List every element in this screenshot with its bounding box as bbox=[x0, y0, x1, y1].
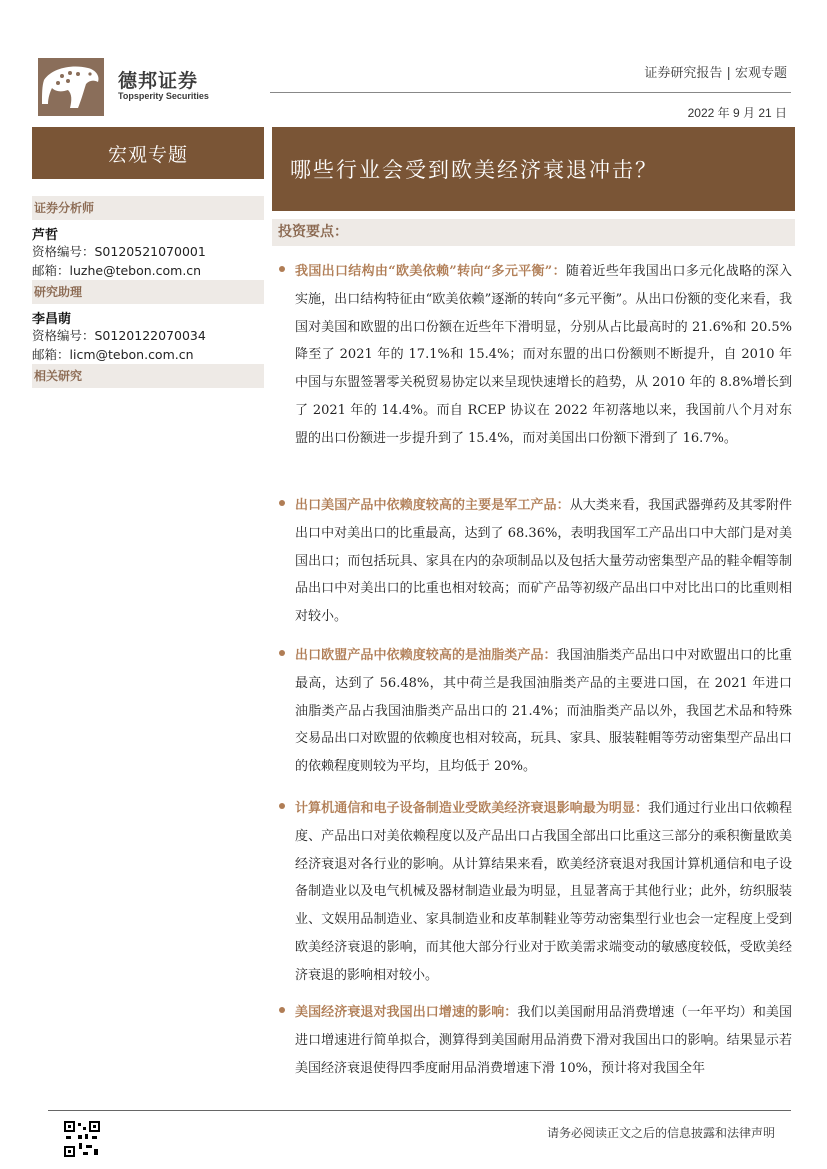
key-point-body: 我们通过行业出口依赖程度、产品出口对美依赖程度以及产品出口占我国全部出口比重这三部分的乘积衡量欧美经济衰退对各行业的影响。从计算结果来看，欧美经济衰退对我国计算机通信和电子设备制造业以及电气机械及器材制造业最为明显，且显著高于其他行业；此外，纺织服装业、文娱用品制造业、家具制造业和皮革制鞋业等劳动密集型行业也会一定程度上受到欧美经济衰退的影响，而其他大部分行业对于欧美需求端变动的敏感度较低，受欧美经济衰退的影响相对较小。 bbox=[295, 801, 792, 983]
key-point-lead: 我国出口结构由“欧美依赖”转向“多元平衡”： bbox=[295, 264, 566, 279]
key-point bbox=[295, 258, 792, 453]
key-points-heading: 投资要点： bbox=[272, 219, 795, 246]
qr-code-icon bbox=[64, 1121, 100, 1157]
key-point-body: 从大类来看，我国武器弹药及其零附件出口中对美出口的比重最高，达到了 68.36%，表明我国军工产品出口中大部门是对美国出口；而包括玩具、家具在内的杂项制品以及包括大量劳动密集型产品的鞋伞帽等制品出口中对美出口的比重也相对较高；而矿产品等初级产品出口中对比出口的比重则相对较小。 bbox=[295, 498, 792, 625]
report-type: 证券研究报告 | 宏观专题 bbox=[644, 66, 787, 81]
analyst-email[interactable]: 邮箱：luzhe@tebon.com.cn bbox=[32, 263, 202, 278]
related-research-heading: 相关研究 bbox=[32, 364, 264, 388]
footer-divider bbox=[48, 1110, 791, 1111]
key-point-body: 我们以美国耐用品消费增速（一年平均）和美国进口增速进行简单拟合，测算得到美国耐用品消费下滑对我国出口的影响。结果显示若美国经济衰退使得四季度耐用品消费增速下滑 10%，预计将对我国全年 bbox=[295, 1005, 792, 1076]
leopard-logo-icon bbox=[38, 58, 104, 116]
bullet-icon bbox=[279, 803, 285, 809]
legal-disclaimer: 请务必阅读正文之后的信息披露和法律声明 bbox=[546, 1126, 775, 1140]
analyst-name: 芦哲 bbox=[32, 228, 59, 243]
category-banner: 宏观专题 bbox=[32, 127, 264, 179]
bullet-icon bbox=[279, 1007, 285, 1013]
key-point-lead: 出口欧盟产品中依赖度较高的是油脂类产品： bbox=[295, 648, 557, 663]
company-logo bbox=[38, 58, 104, 116]
assistant-name: 李昌萌 bbox=[32, 312, 72, 327]
key-point bbox=[295, 795, 792, 990]
key-point-body: 随着近些年我国出口多元化战略的深入实施，出口结构特征由“欧美依赖”逐渐的转向“多元平衡”。从出口份额的变化来看，我国对美国和欧盟的出口份额在近些年下滑明显，分别从占比最高时的 21.6%和 20.5%降至了 2021 年的 17.1%和 15.4%；而对东盟的出口份额则不断提升，自 2010 年中国与东盟签署零关税贸易协定以来呈现快速增长的趋势，从 2010 年的 8.8%增长到了 2021 年的 14.4%。而自 RCEP 协议在 2022 年初落地以来，我国前八个月对东盟的出口份额进一步提升到了 15.4%，而对美国出口份额下滑到了 16.7%。 bbox=[295, 264, 792, 446]
key-point-body: 我国油脂类产品出口中对欧盟出口的比重最高，达到了 56.48%，其中荷兰是我国油脂类产品的主要进口国，在 2021 年进口油脂类产品占我国油脂类产品出口的 21.4%；而油脂类产品以外，我国艺术品和特殊交易品出口对欧盟的依赖度也相对较高，玩具、家具、服装鞋帽等劳动密集型产品出口的依赖程度则较为平均，且均低于 20%。 bbox=[295, 648, 792, 775]
key-point-lead: 计算机通信和电子设备制造业受欧美经济衰退影响最为明显： bbox=[295, 801, 649, 816]
header-divider bbox=[270, 92, 791, 93]
report-title: 哪些行业会受到欧美经济衰退冲击？ bbox=[272, 127, 795, 211]
key-point-lead: 美国经济衰退对我国出口增速的影响： bbox=[295, 1005, 518, 1020]
bullet-icon bbox=[279, 650, 285, 656]
assistant-cert: 资格编号：S0120122070034 bbox=[32, 328, 206, 343]
analyst-cert: 资格编号：S0120521070001 bbox=[32, 244, 206, 259]
bullet-icon bbox=[279, 266, 285, 272]
analyst-heading: 证券分析师 bbox=[32, 196, 264, 220]
assistant-email[interactable]: 邮箱：licm@tebon.com.cn bbox=[32, 347, 194, 362]
key-point bbox=[295, 492, 792, 631]
report-date: 2022 年 9 月 21 日 bbox=[687, 106, 787, 120]
key-point-lead: 出口美国产品中依赖度较高的主要是军工产品： bbox=[295, 498, 570, 513]
key-point bbox=[295, 642, 792, 781]
key-point bbox=[295, 999, 792, 1082]
brand-name-en: Topsperity Securities bbox=[118, 91, 209, 101]
bullet-icon bbox=[279, 500, 285, 506]
assistant-heading: 研究助理 bbox=[32, 280, 264, 304]
brand-name-cn: 德邦证券 bbox=[118, 70, 199, 92]
